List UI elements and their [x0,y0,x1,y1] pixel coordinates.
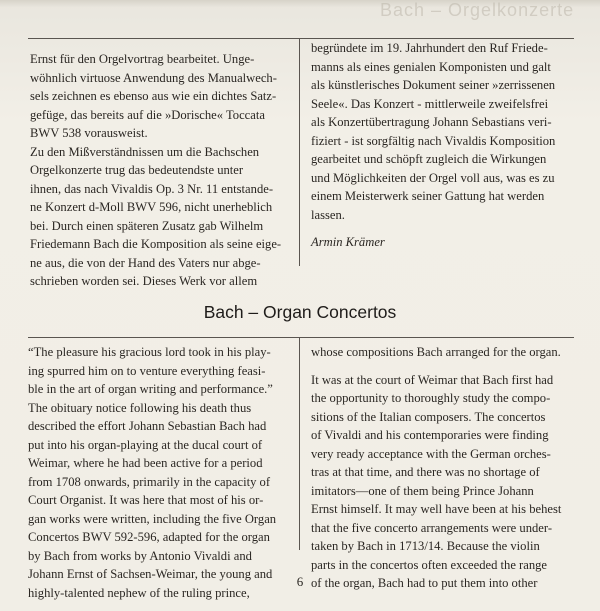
text-line: gefüge, das bereits auf die »Dorische« Toccata [30,107,265,122]
text-line: fiziert - ist sorgfältig nach Vivaldis Komposition [311,133,556,148]
text-line: lassen. [311,207,345,222]
text-line: ing spurred him on to venture everything feasi- [28,363,266,378]
text-line: described the effort Johann Sebastian Bach had [28,419,267,433]
text-line: und Möglichkeiten der Orgel voll aus, was es zu [311,170,555,185]
text-line: ble in the art of organ writing and performance.” [28,382,273,396]
text-line: ne aus, die von der Hand des Vaters nur abge- [30,255,261,270]
text-line: taken by Bach in 1713/14. Because the violin [311,539,540,553]
text-line: very ready acceptance with the German orches- [311,446,551,461]
text-line: ne Konzert d-Moll BWV 596, nicht unerheblich [30,200,273,214]
paragraph-gap [311,224,555,233]
text-line: of the organ, Bach had to put them into other [311,576,538,590]
text-line: als Konzertübertragung Johann Sebastians veri- [311,115,552,129]
signature: Armin Krämer [311,235,385,249]
text-line: Orgelkonzerte trug das bedeutendste unter [30,163,244,177]
text-line: It was at the court of Weimar that Bach first had [311,372,554,387]
german-left-column [30,50,281,291]
english-right-column [311,343,561,593]
text-line: Ernst für den Orgelvortrag bearbeitet. Unge- [30,52,255,66]
english-left-column [28,343,276,602]
text-line: BWV 538 vorausweist. [30,126,148,140]
text-line: that the five concerto arrangements were under- [311,520,553,535]
text-line: wöhnlich virtuose Anwendung des Manualwech- [30,70,277,85]
text-line: begründete im 19. Jahrhundert den Ruf Friede- [311,41,548,55]
section-title: Bach – Organ Concertos [203,302,397,322]
text-line: of Vivaldi and his contemporaries were finding [311,428,549,442]
text-line: whose compositions Bach arranged for the organ. [311,345,561,359]
text-line: manns als eines genialen Komponisten und galt [311,59,551,74]
text-line: sitions of the Italian composers. The concertos [311,409,546,424]
text-line: Friedemann Bach die Komposition als seine eige- [30,237,282,251]
section-rule [28,337,574,338]
text-line: Court Organist. It was here that most of his or- [28,493,264,507]
text-line: Seele«. Das Konzert - mittlerweile zweifelsfrei [311,96,549,111]
text-line: gearbeitet und schöpft zugleich die Wirkungen [311,152,547,166]
text-line: tras at that time, and there was no shortage of [311,465,540,479]
text-line: gan works were written, including the five Organ [28,511,277,526]
text-line: sels zeichnen es ebenso aus wie ein dichtes Satz- [30,89,277,103]
text-line: “The pleasure his gracious lord took in his play- [28,345,271,359]
top-column-divider [299,38,300,266]
text-line: parts in the concertos often exceeded the range [311,557,548,572]
text-line: imitators—one of them being Prince Johann [311,483,534,498]
text-line: by Bach from works by Antonio Vivaldi and [28,548,252,563]
text-line: bei. Durch einen späteren Zusatz gab Wilhelm [30,218,264,233]
page-number: 6 [296,574,304,589]
text-line: Zu den Mißverständnissen um die Bachschen [30,144,260,159]
text-line: schrieben worden sei. Dieses Werk vor allem [30,274,258,288]
text-line: The obituary notice following his death thus [28,400,252,415]
text-line: ihnen, das nach Vivaldis Op. 3 Nr. 11 entstande- [30,181,274,196]
text-line: einem Meisterwerk seiner Gattung hat werden [311,189,545,203]
text-line: Concertos BWV 592-596, adapted for the organ [28,530,270,544]
text-line: put into his organ-playing at the ducal court of [28,437,263,452]
text-line: highly-talented nephew of the ruling prince, [28,585,250,600]
bottom-column-divider [299,337,300,550]
text-line: Johann Ernst of Sachsen-Weimar, the young and [28,567,273,581]
text-line: from 1708 onwards, primarily in the capacity of [28,474,271,489]
paragraph-gap [311,362,561,371]
text-line: Ernst himself. It may well have been at his behest [311,502,562,516]
text-line: Weimar, where he had been active for a period [28,456,263,470]
text-line: the opportunity to thoroughly study the compo- [311,391,551,405]
header-bleed-text: Bach – Orgelkonzerte [380,0,575,20]
german-right-column [311,39,555,252]
text-line: als künstlerisches Dokument seiner »zerrissenen [311,78,556,92]
